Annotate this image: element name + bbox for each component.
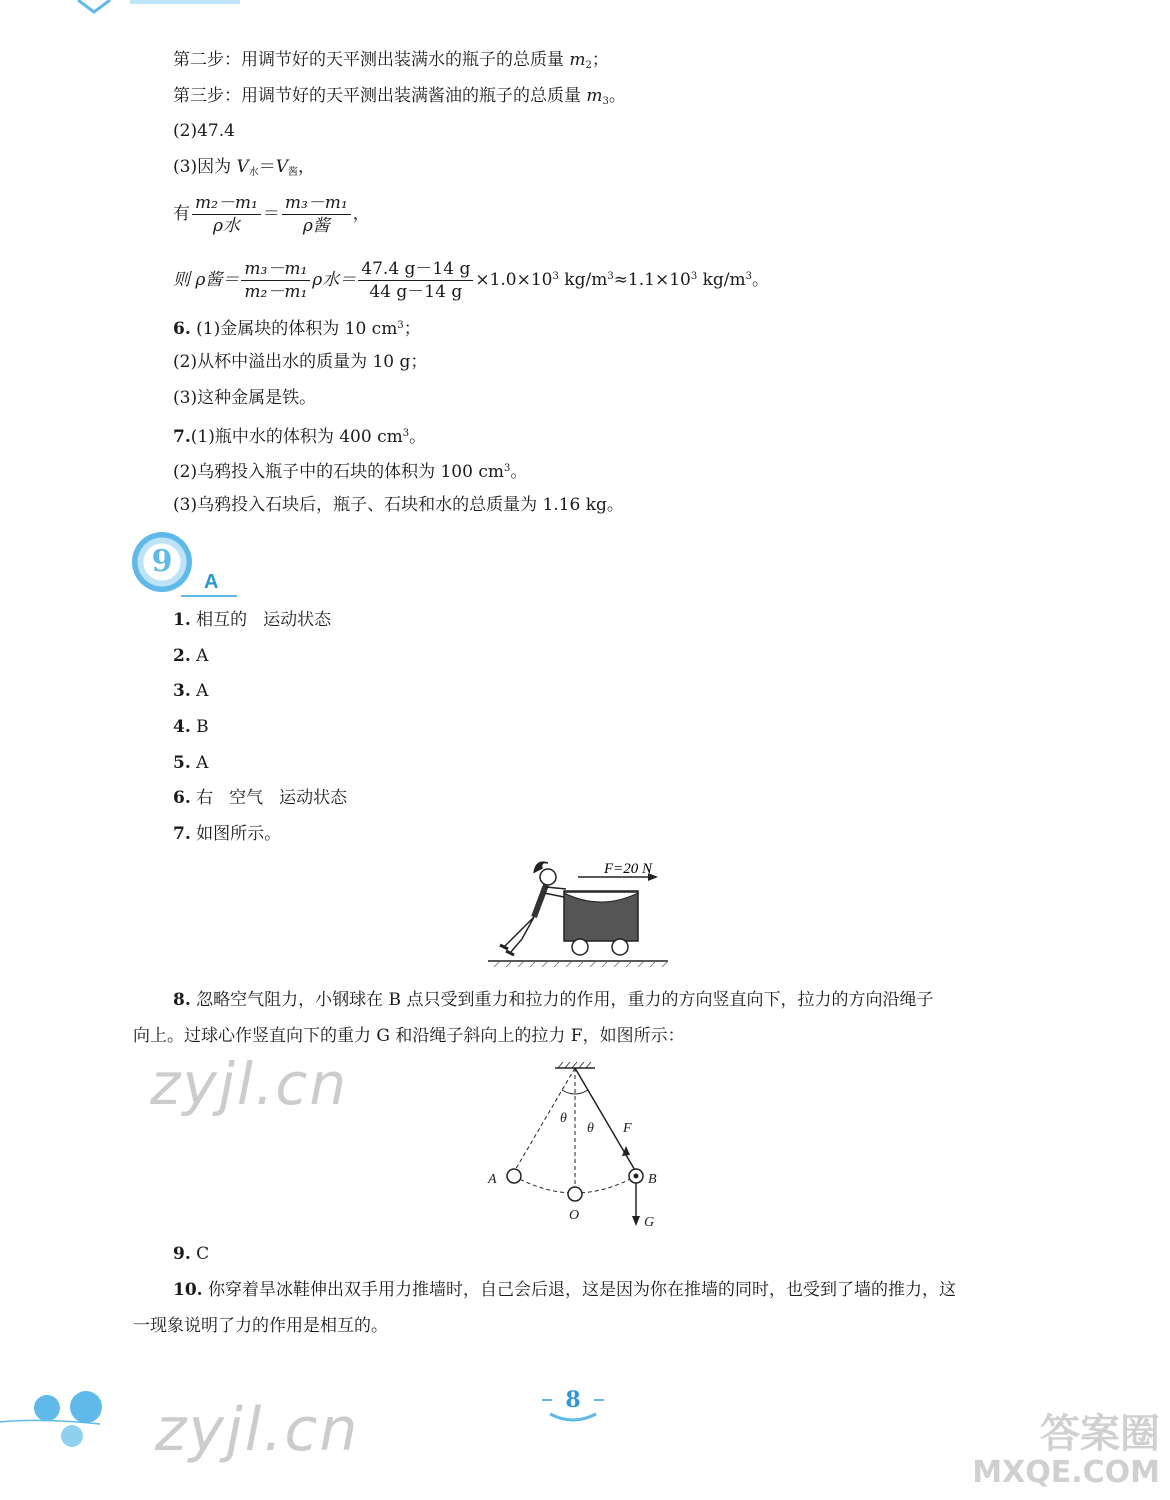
answer-6 bbox=[173, 786, 347, 810]
q9-number: 9. bbox=[173, 1244, 191, 1264]
q6-answer-3: (3)这种金属是铁。 bbox=[173, 388, 317, 408]
frac4-den: 44 g－14 g bbox=[369, 282, 463, 302]
footer-bubbles-decoration bbox=[0, 1390, 110, 1460]
answer-2 bbox=[173, 644, 208, 668]
ball-o bbox=[568, 1187, 582, 1201]
q8-line-2: 向上。过球心作竖直向下的重力 G 和沿绳子斜向上的拉力 F，如图所示： bbox=[133, 1026, 685, 1046]
eq2-unit1: kg/m bbox=[558, 270, 608, 290]
label-o: O bbox=[569, 1208, 580, 1223]
page-number: 8 bbox=[565, 1387, 581, 1413]
force-label: F=20 N bbox=[604, 861, 653, 877]
ball-a bbox=[507, 1169, 521, 1183]
q8-line-1 bbox=[173, 988, 933, 1012]
q7-a1-sup: 3 bbox=[402, 428, 410, 439]
fraction-2 bbox=[282, 193, 351, 236]
q10-line1-text: 你穿着旱冰鞋伸出双手用力推墙时，自己会后退，这是因为你在推墙的同时，也受到了墙的推力，这 bbox=[207, 1280, 956, 1300]
string-to-b bbox=[575, 1068, 636, 1172]
q10-line-1 bbox=[173, 1278, 956, 1302]
eq2-exp4: 3 bbox=[745, 271, 753, 282]
p3-v2: V bbox=[275, 157, 289, 177]
gravity-arrow-head bbox=[632, 1216, 640, 1226]
q6-a1-sup: 3 bbox=[397, 320, 404, 331]
theta-right: θ bbox=[587, 1121, 594, 1136]
p3-prefix: (3)因为 bbox=[173, 157, 237, 177]
answer-4-text: B bbox=[196, 717, 209, 737]
q10-number: 10. bbox=[173, 1280, 203, 1300]
answer-7-number: 7. bbox=[173, 824, 191, 844]
label-b: B bbox=[648, 1172, 657, 1187]
eq2-mid: ρ水＝ bbox=[312, 270, 357, 290]
answer-6-text: 右 bbox=[196, 788, 214, 808]
step2-line bbox=[173, 48, 609, 78]
frac3-num: m₃－m₁ bbox=[241, 259, 310, 281]
q6-a1-text: (1)金属块的体积为 10 cm bbox=[196, 319, 398, 339]
label-a: A bbox=[488, 1172, 497, 1187]
q7-answer-3: (3)乌鸦投入石块后，瓶子、石块和水的总质量为 1.16 kg。 bbox=[173, 495, 624, 515]
eq2-approx: ≈1.1×10 bbox=[613, 270, 691, 290]
q9-text: C bbox=[196, 1244, 210, 1264]
cart-wheel-front bbox=[572, 939, 588, 955]
equation-2 bbox=[173, 255, 769, 302]
q7-a2-end: 。 bbox=[510, 462, 528, 482]
frac4-num: 47.4 g－14 g bbox=[358, 259, 473, 281]
q7-answer-1 bbox=[173, 422, 426, 449]
p3-eq: ＝ bbox=[258, 157, 276, 177]
watermark-mid: zyjl.cn bbox=[150, 1050, 349, 1118]
answer-6-text2: 空气 bbox=[229, 788, 264, 808]
eq2-unit2: kg/m bbox=[697, 270, 746, 290]
eq2-exp3: 3 bbox=[690, 271, 698, 282]
fraction-3 bbox=[241, 259, 310, 302]
q9-answer bbox=[173, 1242, 209, 1266]
watermark-mxqe-top: 答案圈 bbox=[1040, 1411, 1160, 1457]
q6-answer-1 bbox=[173, 314, 421, 341]
step3-var: m bbox=[586, 86, 603, 106]
eq2-exp2: 3 bbox=[607, 271, 614, 282]
step2-sub: 2 bbox=[585, 60, 592, 71]
cart-wheel-back bbox=[612, 939, 628, 955]
section-underline bbox=[181, 595, 237, 597]
step2-tail: ； bbox=[591, 50, 609, 70]
q8-number: 8. bbox=[173, 990, 191, 1010]
p3-tail: ， bbox=[298, 157, 316, 177]
answer-3 bbox=[173, 679, 208, 703]
watermark-bottom: zyjl.cn bbox=[155, 1395, 360, 1465]
theta-left: θ bbox=[560, 1111, 567, 1126]
q7-number: 7. bbox=[173, 427, 191, 447]
q8-line1-text: 忽略空气阻力，小钢球在 B 点只受到重力和拉力的作用，重力的方向竖直向下，拉力的方向沿绳子 bbox=[196, 990, 934, 1010]
answer-1 bbox=[173, 608, 331, 632]
watermark-mxqe bbox=[972, 1412, 1160, 1490]
section-number: 9 bbox=[151, 544, 173, 579]
p3-line bbox=[173, 155, 315, 185]
eq1-prefix: 有 bbox=[173, 204, 190, 224]
answer-5 bbox=[173, 751, 208, 775]
answer-1-text2: 运动状态 bbox=[263, 610, 332, 630]
answer-4-number: 4. bbox=[173, 717, 191, 737]
fraction-4 bbox=[358, 259, 473, 302]
frac2-den: ρ酱 bbox=[302, 216, 330, 236]
eq1-eq: ＝ bbox=[262, 204, 280, 224]
frac1-num: m₂－m₁ bbox=[192, 193, 261, 215]
answer-4 bbox=[173, 715, 209, 739]
q6-answer-2: (2)从杯中溢出水的质量为 10 g； bbox=[173, 352, 428, 372]
q6-a1-end: ； bbox=[403, 319, 421, 339]
frac3-den: m₂－m₁ bbox=[244, 282, 308, 302]
figure-pendulum bbox=[480, 1060, 680, 1235]
q7-a1-end: 。 bbox=[409, 427, 427, 447]
answer-1-number: 1. bbox=[173, 610, 191, 630]
step2-var: m bbox=[569, 50, 586, 70]
step3-text: 第三步：用调节好的天平测出装满酱油的瓶子的总质量 bbox=[173, 86, 587, 106]
frac2-num: m₃－m₁ bbox=[282, 193, 351, 215]
answer-1-text: 相互的 bbox=[196, 610, 248, 630]
ceiling-hatch bbox=[558, 1062, 591, 1068]
eq2-prefix: 则 ρ酱＝ bbox=[173, 270, 240, 290]
eq2-exp1: 3 bbox=[552, 271, 559, 282]
q7-answer-2 bbox=[173, 457, 527, 484]
section-part: A bbox=[204, 571, 219, 593]
watermark-mxqe-text: MXQE.COM bbox=[972, 1455, 1160, 1490]
step3-line bbox=[173, 84, 626, 114]
label-g: G bbox=[644, 1215, 655, 1230]
girl-figure bbox=[500, 862, 566, 955]
p3-s1: 水 bbox=[248, 167, 259, 178]
q7-a1-text: (1)瓶中水的体积为 400 cm bbox=[190, 427, 403, 447]
eq2-tail1: ×1.0×10 bbox=[475, 270, 553, 290]
step3-tail: 。 bbox=[608, 86, 626, 106]
answer-3-text: A bbox=[196, 681, 209, 701]
step2-text: 第二步：用调节好的天平测出装满水的瓶子的总质量 bbox=[173, 50, 570, 70]
answer-2-number: 2. bbox=[173, 646, 191, 666]
label-f: F bbox=[623, 1121, 632, 1136]
p2-line: (2)47.4 bbox=[173, 121, 235, 141]
answer-7 bbox=[173, 822, 281, 846]
answer-2-text: A bbox=[196, 646, 209, 666]
header-corner-decoration bbox=[70, 0, 250, 14]
section-badge bbox=[132, 532, 192, 592]
p3-s2: 酱 bbox=[288, 167, 299, 178]
equation-1 bbox=[173, 192, 370, 236]
eq2-end: 。 bbox=[752, 270, 770, 290]
answer-3-number: 3. bbox=[173, 681, 191, 701]
frac1-den: ρ水 bbox=[212, 216, 240, 236]
answer-5-text: A bbox=[196, 753, 209, 773]
answer-6-number: 6. bbox=[173, 788, 191, 808]
q7-a2-text: (2)乌鸦投入瓶子中的石块的体积为 100 cm bbox=[173, 462, 504, 482]
ball-b-center bbox=[634, 1174, 639, 1179]
q7-a2-sup: 3 bbox=[503, 463, 511, 474]
figure-girl-pushing-cart bbox=[488, 855, 668, 970]
q6-number: 6. bbox=[173, 319, 191, 339]
fraction-1 bbox=[192, 193, 261, 236]
answer-5-number: 5. bbox=[173, 753, 191, 773]
answer-7-text: 如图所示。 bbox=[196, 824, 282, 844]
p3-v1: V bbox=[236, 157, 249, 177]
answer-6-text3: 运动状态 bbox=[279, 788, 348, 808]
ground-hatch bbox=[494, 961, 668, 967]
q10-line-2: 一现象说明了力的作用是相互的。 bbox=[133, 1316, 388, 1336]
eq1-tail: ， bbox=[352, 204, 370, 224]
step3-sub: 3 bbox=[602, 96, 609, 107]
